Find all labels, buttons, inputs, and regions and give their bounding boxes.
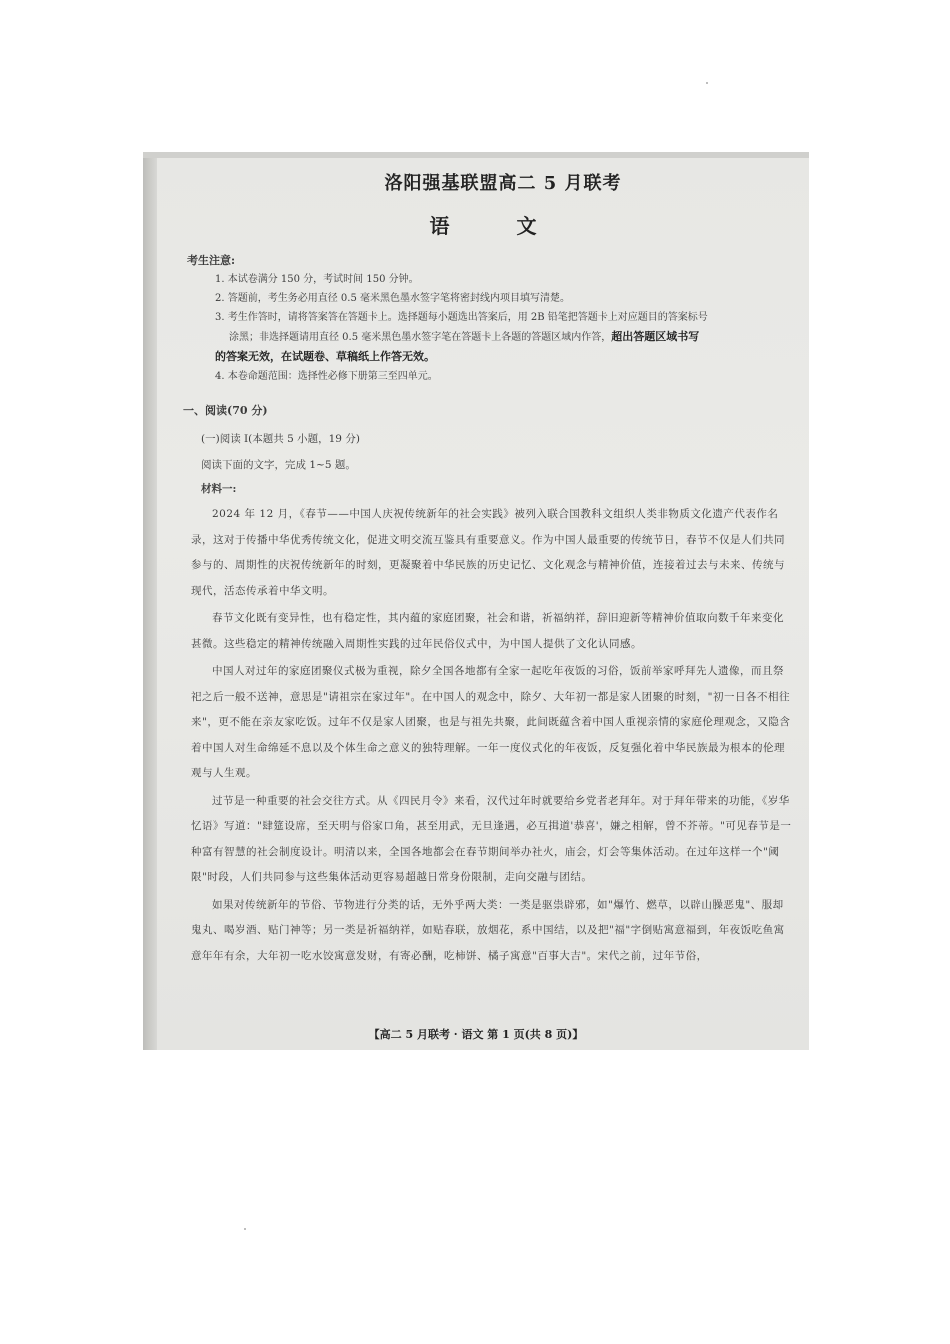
notice-item-3-cont <box>215 328 793 347</box>
notice-item-3: 3. 考生作答时，请将答案答在答题卡上。选择题每小题选出答案后，用 2B 铅笔把答题卡上对应题目的答案标号 <box>215 312 708 323</box>
notice-warning-line <box>215 348 793 367</box>
material-label: 材料一: <box>201 483 237 495</box>
notice-item-3-text: 涂黑；非选择题请用直径 0.5 毫米黑色墨水签字笔在答题卡上各题的答题区域内作答， <box>229 332 612 343</box>
notice-item-2: 2. 答题前，考生务必用直径 0.5 毫米黑色墨水签字笔将密封线内项目填写清楚。 <box>215 293 570 304</box>
page-shadow-edge <box>143 152 157 1050</box>
section-title: 一、阅读(70 分) <box>183 404 268 417</box>
subsection-title: (一)阅读 I(本题共 5 小题，19 分) <box>201 433 360 445</box>
scan-speck <box>244 1228 246 1230</box>
notice-warning-part2: 的答案无效，在试题卷、草稿纸上作答无效。 <box>215 350 435 363</box>
page-top-edge <box>143 152 809 158</box>
notice-warning-part1: 超出答题区域书写 <box>611 330 700 343</box>
paragraph-4: 过节是一种重要的社会交往方式。从《四民月令》来看，汉代过年时就要给乡党者老拜年。对于拜年带来的功能，《岁华忆语》写道："肆筵设席，至天明与俗家口角，甚至用武，无旦逢遇，必互揖道'恭喜'，嫌之相解，曾不芥蒂。"可见春节是一种富有智慧的社会制度设计。明清以来，全国各地都会在春节期间举办社火，庙会，灯会等集体活动。在过年这样一个"阈限"时段，人们共同参与这些集体活动更容易超越日常身份限制，走向交融与团结。 <box>191 794 792 883</box>
paragraph-1: 2024 年 12 月，《春节——中国人庆祝传统新年的社会实践》被列入联合国教科文组织人类非物质文化遗产代表作名录，这对于传播中华优秀传统文化，促进文明交流互鉴具有重要意义。作为中国人最重要的传统节日，春节不仅是人们共同参与的、周期性的庆祝传统新年的时刻，更凝聚着中华民族的历史记忆、文化观念与精神价值，连接着过去与未来、传统与现代，活态传承着中华文明。 <box>191 508 785 597</box>
page-footer: 【高二 5 月联考 · 语文 第 1 页(共 8 页)】 <box>368 1028 584 1041</box>
exam-content <box>173 166 793 969</box>
instruction-text: 阅读下面的文字，完成 1~5 题。 <box>201 459 356 471</box>
notice-list <box>215 271 793 386</box>
notice-item-1: 1. 本试卷满分 150 分，考试时间 150 分钟。 <box>215 274 419 285</box>
paragraph-2: 春节文化既有变异性，也有稳定性，其内蕴的家庭团聚，社会和谐，祈福纳祥，辞旧迎新等精神价值取向数千年来变化甚微。这些稳定的精神传统融入周期性实践的过年民俗仪式中，为中国人提供了文化认同感。 <box>191 612 784 650</box>
notice-heading: 考生注意: <box>187 254 236 267</box>
exam-title: 洛阳强基联盟高二 5 月联考 <box>384 173 622 194</box>
paragraph-3: 中国人对过年的家庭团聚仪式极为重视，除夕全国各地都有全家一起吃年夜饭的习俗，饭前举家呼拜先人遗像，而且祭祀之后一般不送神，意思是"请祖宗在家过年"。在中国人的观念中，除夕、大年初一都是家人团聚的时刻，"初一日各不相往来"，更不能在亲友家吃饭。过年不仅是家人团聚，也是与祖先共聚，此间既蕴含着中国人重视亲情的家庭伦理观念，又隐含着中国人对生命绵延不息以及个体生命之意义的独特理解。一年一度仪式化的年夜饭，反复强化着中华民族最为根本的伦理观与人生观。 <box>191 665 791 779</box>
subject-title: 语 文 <box>429 214 567 238</box>
paragraph-5: 如果对传统新年的节俗、节物进行分类的话，无外乎两大类：一类是驱祟辟邪，如"爆竹、燃草，以辟山臊恶鬼"、服却鬼丸、喝岁酒、贴门神等；另一类是祈福纳祥，如贴春联，放烟花，系中国结，以及把"福"字倒贴寓意福到，年夜饭吃鱼寓意年年有余，大年初一吃水饺寓意发财，有寄必酬，吃柿饼、橘子寓意"百事大吉"。宋代之前，过年节俗， <box>191 898 785 962</box>
scan-speck <box>706 82 708 84</box>
photographed-exam-page <box>143 152 809 1050</box>
notice-item-4: 4. 本卷命题范围：选择性必修下册第三至四单元。 <box>215 371 438 382</box>
